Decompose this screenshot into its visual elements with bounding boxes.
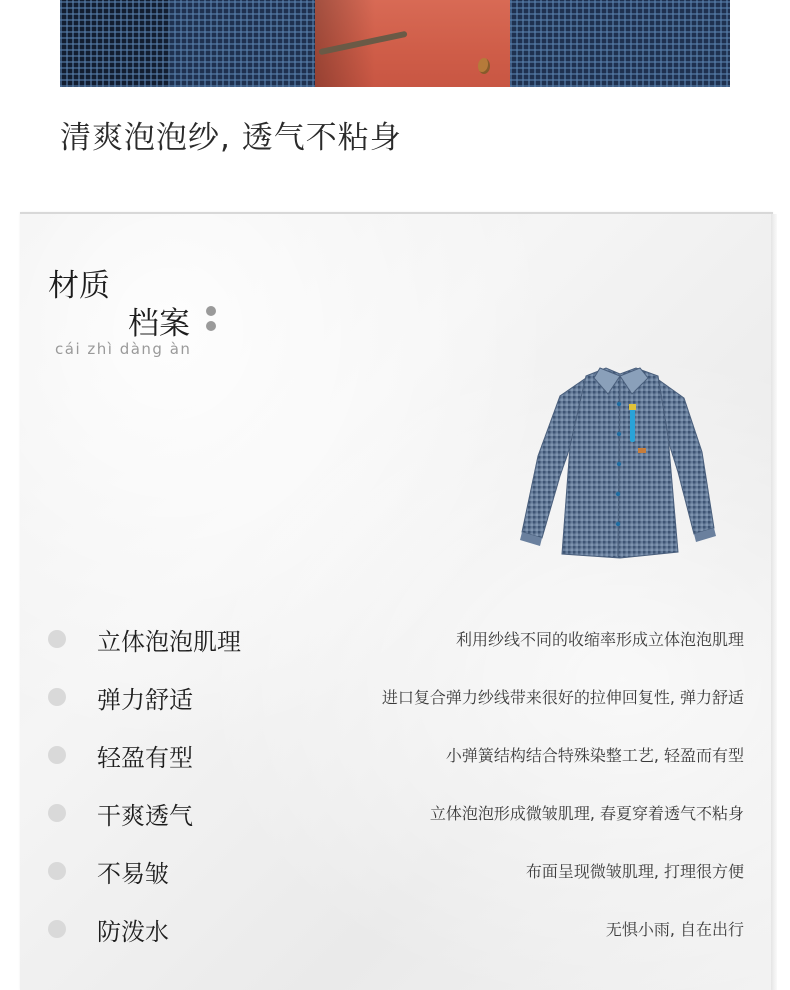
feature-name: 干爽透气 [97,802,193,830]
feature-list [20,610,773,958]
shirt-button [478,58,490,74]
feature-desc: 利用纱线不同的收缩率形成立体泡泡肌理 [455,630,744,649]
list-item [20,610,773,668]
bullet-dot [48,920,66,938]
bullet-dot [48,746,66,764]
feature-desc: 布面呈现微皱肌理, 打理很方便 [525,862,744,881]
feature-desc: 无惧小雨, 自在出行 [605,920,744,939]
feature-name: 立体泡泡肌理 [97,628,241,656]
colon-dots [206,306,216,332]
bullet-dot [48,862,66,880]
feature-desc: 进口复合弹力纱线带来很好的拉伸回复性, 弹力舒适 [381,688,744,707]
hero-product-photo [60,0,730,87]
bullet-dot [48,630,66,648]
shirt-product-image [508,356,728,561]
list-item [20,900,773,958]
list-item [20,784,773,842]
feature-name: 不易皱 [97,860,169,888]
shirt-shadow [60,0,170,87]
material-title-line2: 档案 [128,306,190,342]
headline: 清爽泡泡纱, 透气不粘身 [60,120,402,156]
feature-name: 防泼水 [97,918,169,946]
feature-desc: 立体泡泡形成微皱肌理, 春夏穿着透气不粘身 [429,804,744,823]
feature-desc: 小弹簧结构结合特殊染整工艺, 轻盈而有型 [445,746,744,765]
list-item [20,842,773,900]
material-pinyin: cái zhì dàng àn [55,340,192,358]
material-card [20,212,773,990]
material-title-line1: 材质 [48,268,110,304]
list-item [20,726,773,784]
bullet-dot [48,804,66,822]
feature-name: 弹力舒适 [97,686,193,714]
list-item [20,668,773,726]
bullet-dot [48,688,66,706]
shirt-fabric-right [510,0,730,87]
feature-name: 轻盈有型 [97,744,193,772]
